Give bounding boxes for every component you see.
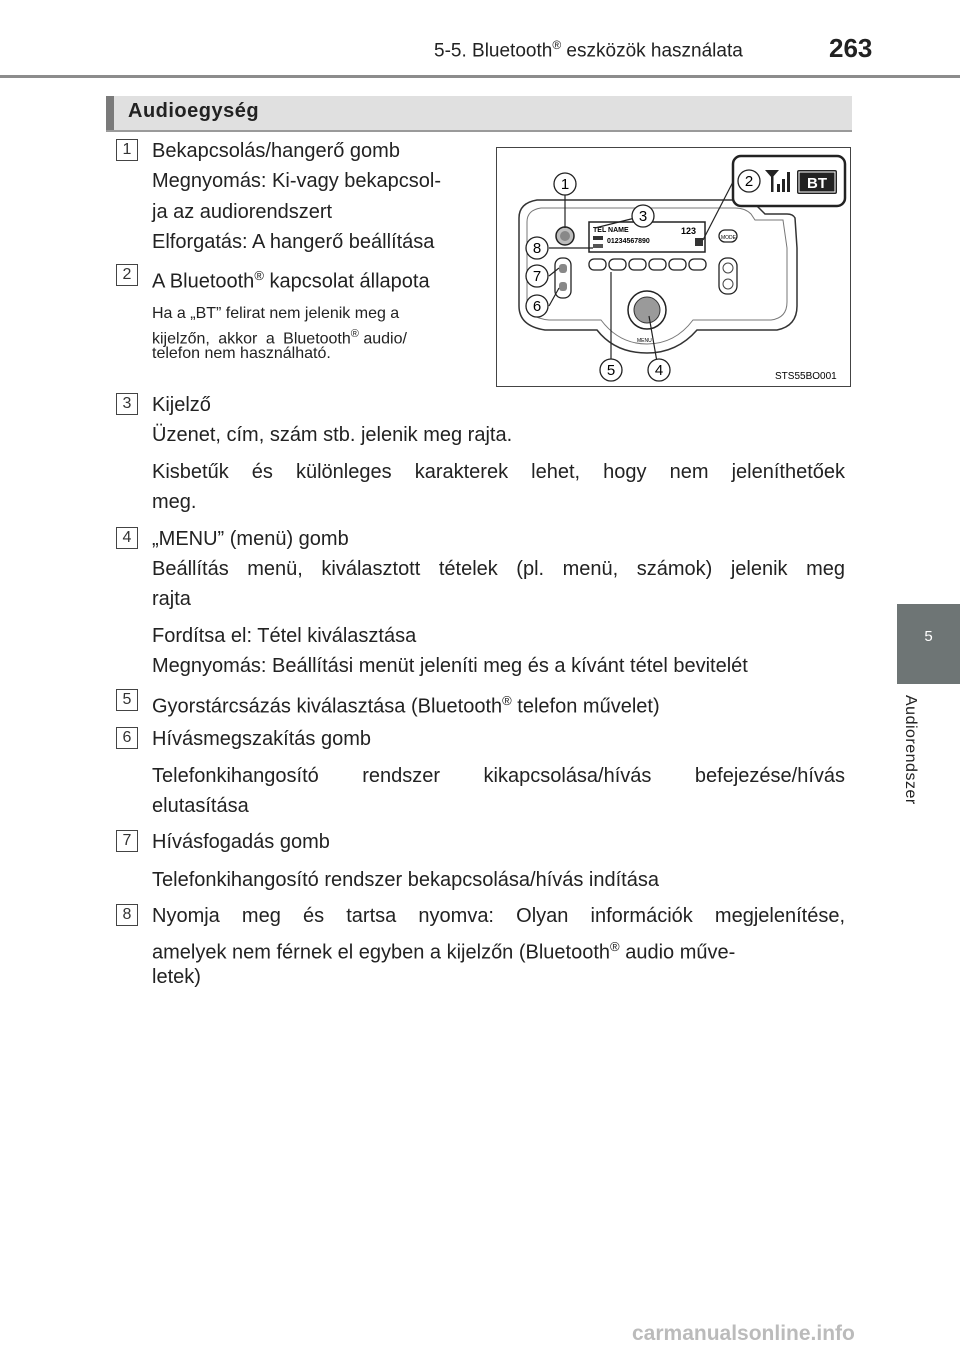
item-8-line: amelyek nem férnek el egyben a kijelzőn (Bluetooth® audio műve- — [152, 939, 736, 964]
display-row1-left: TEL NAME — [593, 227, 629, 234]
call-answer-button — [559, 264, 567, 273]
preset-button — [689, 259, 706, 270]
audio-unit-diagram — [497, 148, 849, 385]
item-number-6: 6 — [116, 727, 138, 749]
item-number-4: 4 — [116, 527, 138, 549]
item-number-3: 3 — [116, 393, 138, 415]
item-4-line: „MENU” (menü) gomb — [152, 528, 349, 550]
preset-button — [669, 259, 686, 270]
item-7-line: Hívásfogadás gomb — [152, 831, 330, 853]
item-number-5: 5 — [116, 689, 138, 711]
item-2-note: kijelzőn, akkor a Bluetooth® audio/ — [152, 328, 407, 348]
item-6-line: Hívásmegszakítás gomb — [152, 728, 371, 750]
item-4-line: Beállítás menü, kiválasztott tételek (pl. menü, számok) jelenik meg — [152, 558, 845, 580]
preset-button — [649, 259, 666, 270]
item-6-line: elutasítása — [152, 795, 249, 817]
item-7-line: Telefonkihangosító rendszer bekapcsolása/hívás indítása — [152, 869, 659, 891]
item-1-line: Bekapcsolás/hangerő gomb — [152, 140, 400, 162]
item-number-7: 7 — [116, 830, 138, 852]
item-number-2: 2 — [116, 264, 138, 286]
display-row2: 01234567890 — [607, 238, 650, 245]
item-3-line: Kijelző — [152, 394, 211, 416]
call-end-button — [559, 282, 567, 291]
callout-5: 5 — [606, 362, 616, 379]
item-1-line: ja az audiorendszert — [152, 201, 333, 223]
item-8-line: Nyomja meg és tartsa nyomva: Olyan információk megjelenítése, — [152, 905, 845, 927]
display-row1-right: 123 — [681, 226, 697, 236]
figure-code: STS55BO001 — [775, 371, 837, 382]
header-rule — [0, 75, 960, 78]
callout-8: 8 — [532, 240, 542, 257]
audio-unit-figure — [496, 147, 851, 387]
item-number-8: 8 — [116, 904, 138, 926]
watermark: carmanualsonline.info — [632, 1322, 855, 1345]
section-header-bar — [106, 96, 114, 130]
section-title: Audioegység — [128, 100, 260, 122]
item-number-1: 1 — [116, 139, 138, 161]
item-4-line: rajta — [152, 588, 191, 610]
item-2-note: telefon nem használható. — [152, 345, 331, 362]
preset-button — [589, 259, 606, 270]
page-number: 263 — [829, 33, 873, 63]
callout-2: 2 — [744, 173, 754, 190]
item-3-line: Kisbetűk és különleges karakterek lehet, hogy nem jeleníthetőek — [152, 461, 845, 483]
item-5-line: Gyorstárcsázás kiválasztása (Bluetooth® telefon művelet) — [152, 693, 660, 718]
preset-button — [609, 259, 626, 270]
preset-button — [629, 259, 646, 270]
item-1-line: Elforgatás: A hangerő beállítása — [152, 231, 435, 253]
callout-4: 4 — [654, 362, 664, 379]
item-8-line: letek) — [152, 966, 201, 988]
item-1-line: Megnyomás: Ki-vagy bekapcsol- — [152, 170, 442, 192]
bt-label: BT — [807, 175, 827, 192]
item-4-line: Megnyomás: Beállítási menüt jeleníti meg és a kívánt tétel bevitelét — [152, 655, 748, 677]
item-3-line: Üzenet, cím, szám stb. jelenik meg rajta. — [152, 424, 513, 446]
callout-7: 7 — [532, 268, 542, 285]
callout-1: 1 — [560, 176, 570, 193]
mode-label: MODE — [721, 235, 736, 241]
item-4-line: Fordítsa el: Tétel kiválasztása — [152, 625, 417, 647]
callout-3: 3 — [638, 208, 648, 225]
callout-6: 6 — [532, 298, 542, 315]
item-2-title: A Bluetooth® kapcsolat állapota — [152, 268, 430, 293]
item-2-note: Ha a „BT” felirat nem jelenik meg a — [152, 305, 400, 322]
chapter-number: 5 — [924, 628, 933, 645]
menu-label: MENU — [637, 338, 652, 344]
item-3-line: meg. — [152, 491, 197, 513]
chapter-label: Audiorendszer — [902, 695, 919, 805]
item-6-line: Telefonkihangosító rendszer kikapcsolása/hívás befejezése/hívás — [152, 765, 845, 787]
section-header — [106, 96, 852, 132]
header-title: 5-5. Bluetooth® eszközök használata — [434, 38, 743, 62]
